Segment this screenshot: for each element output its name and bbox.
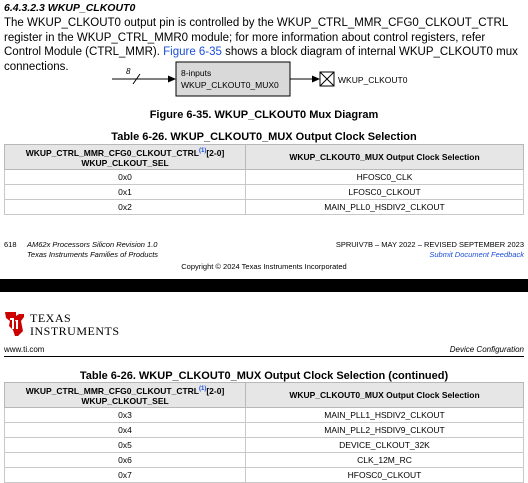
table2-header-clk: WKUP_CLKOUT0_MUX Output Clock Selection xyxy=(246,383,524,408)
table1-header-row xyxy=(5,145,524,170)
logo-text-2: INSTRUMENTS xyxy=(30,324,120,337)
section-name: Device Configuration xyxy=(449,345,524,354)
company-name: Texas Instruments Families of Products xyxy=(27,250,159,259)
bus-width-label: 8 xyxy=(126,67,131,76)
section-paragraph: The WKUP_CLKOUT0 output pin is controlled by the WKUP_CTRL_MMR_CFG0_CLKOUT_CTRL register in the WKUP_CTRL_MMR0 module; for more information about control registers, refer Control Module (CTRL_MMR). Figure 6-35 shows a block diagram of internal WKUP_CLKOUT0 mux connections. xyxy=(4,17,518,73)
copyright: Copyright © 2024 Texas Instruments Incorporated xyxy=(181,262,347,271)
table-row: 0x2 MAIN_PLL0_HSDIV2_CLKOUT xyxy=(5,199,524,214)
feedback-link[interactable]: Submit Document Feedback xyxy=(429,250,524,259)
footer-left xyxy=(4,240,158,260)
output-pin-label: WKUP_CLKOUT0 xyxy=(338,75,408,85)
page-divider xyxy=(0,279,528,292)
footnote-ref[interactable]: (1) xyxy=(199,148,207,154)
footnote-ref[interactable]: (1) xyxy=(199,386,207,392)
mux-diagram xyxy=(0,56,528,102)
table2 xyxy=(4,382,524,483)
page-number: 618 xyxy=(4,240,17,249)
doc-id: SPRUIV7B – MAY 2022 – REVISED SEPTEMBER 2023 xyxy=(335,240,524,249)
table-row: 0x7 HFOSC0_CLKOUT xyxy=(5,467,524,482)
ti-logo-icon xyxy=(4,309,124,337)
table-row: 0x1 LFOSC0_CLKOUT xyxy=(5,184,524,199)
table1-header-sel: WKUP_CTRL_MMR_CFG0_CLKOUT_CTRL$^{(1)}$[2-0] WKUP_CLKOUT_SEL xyxy=(5,145,246,170)
mux-label-inputs: 8-inputs xyxy=(181,68,212,78)
table1 xyxy=(4,144,524,215)
table1-title: Table 6-26. WKUP_CLKOUT0_MUX Output Clock Selection xyxy=(111,131,417,143)
ti-logo xyxy=(4,309,124,342)
table1-header-clk: WKUP_CLKOUT0_MUX Output Clock Selection xyxy=(246,145,524,170)
table-row: 0x0 HFOSC0_CLK xyxy=(5,169,524,184)
section-title: 6.4.3.2.3 WKUP_CLKOUT0 xyxy=(4,2,136,14)
table-row: 0x5 DEVICE_CLKOUT_32K xyxy=(5,437,524,452)
table-row: 0x4 MAIN_PLL2_HSDIV9_CLKOUT xyxy=(5,422,524,437)
footer-right xyxy=(336,240,524,260)
header-rule xyxy=(4,356,524,357)
mux-label-name: WKUP_CLKOUT0_MUX0 xyxy=(181,80,279,90)
table-row: 0x6 CLK_12M_RC xyxy=(5,452,524,467)
table2-header-row xyxy=(5,383,524,408)
site-link[interactable]: www.ti.com xyxy=(4,345,45,354)
table2-header-sel: WKUP_CTRL_MMR_CFG0_CLKOUT_CTRL$^{(1)}$[2-0] WKUP_CLKOUT_SEL xyxy=(5,383,246,408)
figure-caption: Figure 6-35. WKUP_CLKOUT0 Mux Diagram xyxy=(149,109,379,121)
table2-title: Table 6-26. WKUP_CLKOUT0_MUX Output Clock Selection (continued) xyxy=(79,370,449,382)
table-row: 0x3 MAIN_PLL1_HSDIV2_CLKOUT xyxy=(5,407,524,422)
input-arrowhead xyxy=(168,76,176,83)
logo-text-1: TEXAS xyxy=(30,311,72,325)
doc-title: AM62x Processors Silicon Revision 1.0 xyxy=(27,240,158,249)
figure-link[interactable]: Figure 6-35 xyxy=(163,46,222,58)
output-arrowhead xyxy=(312,76,320,83)
